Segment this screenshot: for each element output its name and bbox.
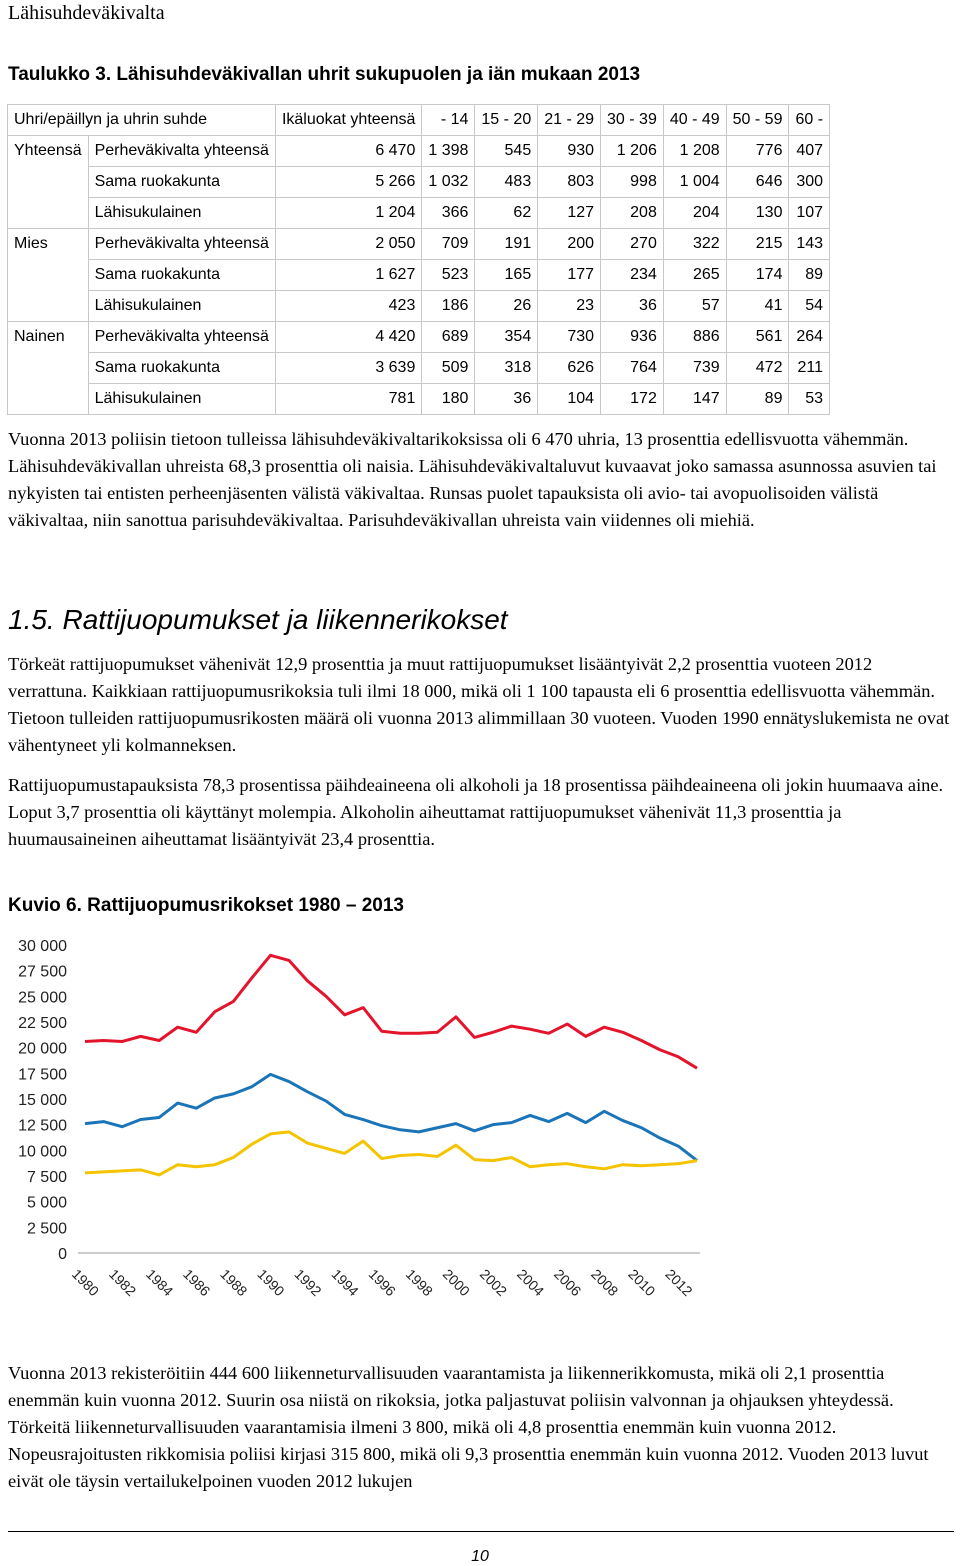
table-header-cell: 21 - 29	[538, 105, 601, 136]
x-tick-label: 2006	[551, 1265, 585, 1300]
table-cell: 172	[601, 384, 664, 415]
table-cell: 803	[538, 167, 601, 198]
table-cell: 545	[475, 136, 538, 167]
table-cell: 936	[601, 322, 664, 353]
group-label: Mies	[8, 229, 89, 322]
table-header-cell: Ikäluokat yhteensä	[275, 105, 421, 136]
table-cell: 646	[726, 167, 789, 198]
table-cell: 1 208	[663, 136, 726, 167]
x-tick-label: 1984	[143, 1265, 177, 1300]
y-tick-label: 12 500	[18, 1117, 67, 1135]
table-header-cell: 15 - 20	[475, 105, 538, 136]
table-cell: 130	[726, 198, 789, 229]
x-tick-label: 1982	[105, 1265, 140, 1300]
x-tick-label: 1980	[68, 1265, 103, 1300]
x-tick-label: 1998	[402, 1265, 437, 1300]
table-cell: 270	[601, 229, 664, 260]
x-tick-label: 2010	[625, 1265, 659, 1300]
table-cell: 165	[475, 260, 538, 291]
table-row	[8, 322, 830, 353]
table-cell: 366	[422, 198, 475, 229]
table-row	[8, 384, 830, 415]
table-cell: 54	[789, 291, 830, 322]
table-cell: 886	[663, 322, 726, 353]
table-cell: 523	[422, 260, 475, 291]
table-cell: 3 639	[275, 353, 421, 384]
table-cell: 689	[422, 322, 475, 353]
y-tick-label: 30 000	[18, 938, 67, 955]
paragraph-violence-summary: Vuonna 2013 poliisin tietoon tulleissa lähisuhdeväkivaltarikoksissa oli 6 470 uhria, 13 prosenttia edellisvuotta vähemmän. Lähisuhdeväkivallan uhreista 68,3 prosenttia oli naisia. Lähisuhdeväkivaltaluvut kuvaavat joko samassa asunnossa asuvien tai nykyisten tai entisten perheenjäsenten välistä väkivaltaa. Runsas puolet tapauksista oli avio- tai avopuolisoiden välistä väkivaltaa, niin sanottua parisuhdeväkivaltaa. Parisuhdeväkivallan uhreista vain viidennes oli miehiä.	[8, 429, 937, 530]
y-tick-label: 0	[58, 1246, 67, 1263]
series-line-2	[85, 1132, 697, 1175]
table-cell: 407	[789, 136, 830, 167]
table-cell: 354	[475, 322, 538, 353]
y-tick-label: 20 000	[18, 1040, 67, 1058]
x-tick-label: 2012	[662, 1265, 696, 1300]
row-label: Perheväkivalta yhteensä	[88, 322, 275, 353]
table-cell: 776	[726, 136, 789, 167]
row-label: Perheväkivalta yhteensä	[88, 136, 275, 167]
table-row	[8, 198, 830, 229]
table-cell: 264	[789, 322, 830, 353]
table-cell: 177	[538, 260, 601, 291]
table-cell: 5 266	[275, 167, 421, 198]
row-label: Lähisukulainen	[88, 198, 275, 229]
table-cell: 23	[538, 291, 601, 322]
page-number: 10	[471, 1548, 489, 1565]
table-header-cell: Uhri/epäillyn ja uhrin suhde	[8, 105, 276, 136]
y-tick-label: 25 000	[18, 989, 67, 1007]
table-cell: 509	[422, 353, 475, 384]
table-cell: 781	[275, 384, 421, 415]
table-cell: 930	[538, 136, 601, 167]
table-cell: 62	[475, 198, 538, 229]
table-cell: 211	[789, 353, 830, 384]
table-cell: 265	[663, 260, 726, 291]
x-tick-label: 2004	[513, 1265, 548, 1300]
table-cell: 4 420	[275, 322, 421, 353]
y-tick-label: 5 000	[26, 1194, 67, 1212]
table-cell: 1 032	[422, 167, 475, 198]
y-tick-label: 27 500	[18, 963, 67, 981]
table-cell: 89	[726, 384, 789, 415]
table-cell: 300	[789, 167, 830, 198]
paragraph-substances: Rattijuopumustapauksista 78,3 prosentissa päihdeaineena oli alkoholi ja 18 prosentissa päihdeaineena oli jokin huumaava aine. Loput 3,7 prosenttia oli käyttänyt molempia. Alkoholin aiheuttamat rattijuopumukset vähenivät 11,3 prosenttia ja huumausaineinen aiheuttamat lisääntyivät 23,4 prosenttia.	[8, 775, 944, 849]
row-label: Sama ruokakunta	[88, 260, 275, 291]
table-cell: 104	[538, 384, 601, 415]
x-tick-label: 1996	[365, 1265, 399, 1300]
x-tick-label: 1986	[180, 1265, 214, 1300]
table-cell: 26	[475, 291, 538, 322]
row-label: Sama ruokakunta	[88, 353, 275, 384]
table-cell: 36	[475, 384, 538, 415]
table-cell: 322	[663, 229, 726, 260]
table-row	[8, 260, 830, 291]
table-cell: 318	[475, 353, 538, 384]
table-row	[8, 291, 830, 322]
table-cell: 561	[726, 322, 789, 353]
table-cell: 423	[275, 291, 421, 322]
table-cell: 626	[538, 353, 601, 384]
table-cell: 208	[601, 198, 664, 229]
table-cell: 6 470	[275, 136, 421, 167]
table-cell: 730	[538, 322, 601, 353]
y-tick-label: 22 500	[18, 1015, 67, 1032]
x-tick-label: 2002	[476, 1265, 511, 1300]
x-tick-label: 2008	[588, 1265, 622, 1300]
table-cell: 147	[663, 384, 726, 415]
section-header: Lähisuhdeväkivalta	[8, 2, 165, 24]
table-title: Taulukko 3. Lähisuhdeväkivallan uhrit sukupuolen ja iän mukaan 2013	[8, 64, 641, 85]
series-line-1	[85, 1074, 697, 1160]
table-cell: 472	[726, 353, 789, 384]
victims-table	[7, 104, 830, 415]
x-tick-label: 1990	[254, 1265, 288, 1300]
group-label: Nainen	[8, 322, 89, 415]
table-cell: 215	[726, 229, 789, 260]
table-header-cell: 30 - 39	[601, 105, 664, 136]
table-cell: 143	[789, 229, 830, 260]
paragraph-drunk-driving: Törkeät rattijuopumukset vähenivät 12,9 prosenttia ja muut rattijuopumukset lisääntyivät 2,2 prosenttia vuoteen 2012 verrattuna. Kaikkiaan rattijuopumusrikoksia tuli ilmi 18 000, mikä oli 1 100 tapausta eli 6 prosenttia edellisvuotta vähemmän. Tietoon tulleiden rattijuopumusrikosten määrä oli vuonna 2013 alimmillaan 30 vuoteen. Vuoden 1990 ennätyslukemista ne ovat vähentyneet yli kolmanneksen.	[8, 654, 950, 755]
y-tick-label: 2 500	[26, 1220, 67, 1238]
table-cell: 764	[601, 353, 664, 384]
table-cell: 174	[726, 260, 789, 291]
x-tick-label: 1988	[217, 1265, 251, 1300]
table-cell: 998	[601, 167, 664, 198]
x-tick-label: 2000	[439, 1265, 474, 1300]
y-tick-label: 15 000	[18, 1092, 67, 1109]
table-cell: 234	[601, 260, 664, 291]
table-header-row	[8, 105, 830, 136]
y-tick-label: 7 500	[26, 1169, 67, 1186]
table-cell: 41	[726, 291, 789, 322]
table-cell: 186	[422, 291, 475, 322]
y-tick-label: 17 500	[18, 1066, 67, 1084]
series-line-0	[85, 955, 697, 1068]
table-cell: 483	[475, 167, 538, 198]
table-cell: 1 204	[275, 198, 421, 229]
table-cell: 739	[663, 353, 726, 384]
table-cell: 200	[538, 229, 601, 260]
table-cell: 1 206	[601, 136, 664, 167]
table-cell: 53	[789, 384, 830, 415]
table-cell: 709	[422, 229, 475, 260]
table-cell: 204	[663, 198, 726, 229]
x-tick-label: 1992	[291, 1265, 325, 1300]
table-cell: 36	[601, 291, 664, 322]
table-cell: 57	[663, 291, 726, 322]
table-row	[8, 167, 830, 198]
table-cell: 1 398	[422, 136, 475, 167]
table-cell: 127	[538, 198, 601, 229]
table-header-cell: - 14	[422, 105, 475, 136]
group-label: Yhteensä	[8, 136, 89, 229]
footer-divider	[8, 1531, 954, 1532]
table-header-cell: 60 -	[789, 105, 830, 136]
section-heading: 1.5. Rattijuopumukset ja liikennerikokset	[8, 604, 508, 635]
table-row	[8, 353, 830, 384]
row-label: Sama ruokakunta	[88, 167, 275, 198]
line-chart	[0, 928, 720, 1313]
table-header-cell: 50 - 59	[726, 105, 789, 136]
paragraph-traffic-offences: Vuonna 2013 rekisteröitiin 444 600 liikenneturvallisuuden vaarantamista ja liikennerikkomusta, mikä oli 2,1 prosenttia enemmän kuin vuonna 2012. Suurin osa niistä on rikoksia, jotka paljastuvat poliisin valvonnan ja ohjauksen yhteydessä. Törkeitä liikenneturvallisuuden vaarantamisia ilmeni 3 800, mikä oli 4,8 prosenttia enemmän kuin vuonna 2012. Nopeusrajoitusten rikkomisia poliisi kirjasi 315 800, mikä oli 9,3 prosenttia enemmän kuin vuonna 2012. Vuoden 2013 luvut eivät ole täysin vertailukelpoinen vuoden 2012 lukujen	[8, 1363, 929, 1491]
table-row	[8, 136, 830, 167]
x-tick-label: 1994	[328, 1265, 362, 1300]
table-cell: 2 050	[275, 229, 421, 260]
row-label: Perheväkivalta yhteensä	[88, 229, 275, 260]
row-label: Lähisukulainen	[88, 291, 275, 322]
table-cell: 1 004	[663, 167, 726, 198]
table-cell: 180	[422, 384, 475, 415]
table-cell: 107	[789, 198, 830, 229]
table-cell: 191	[475, 229, 538, 260]
figure-title: Kuvio 6. Rattijuopumusrikokset 1980 – 2013	[8, 895, 404, 916]
table-cell: 1 627	[275, 260, 421, 291]
table-cell: 89	[789, 260, 830, 291]
table-row	[8, 229, 830, 260]
row-label: Lähisukulainen	[88, 384, 275, 415]
y-tick-label: 10 000	[18, 1143, 67, 1161]
table-header-cell: 40 - 49	[663, 105, 726, 136]
